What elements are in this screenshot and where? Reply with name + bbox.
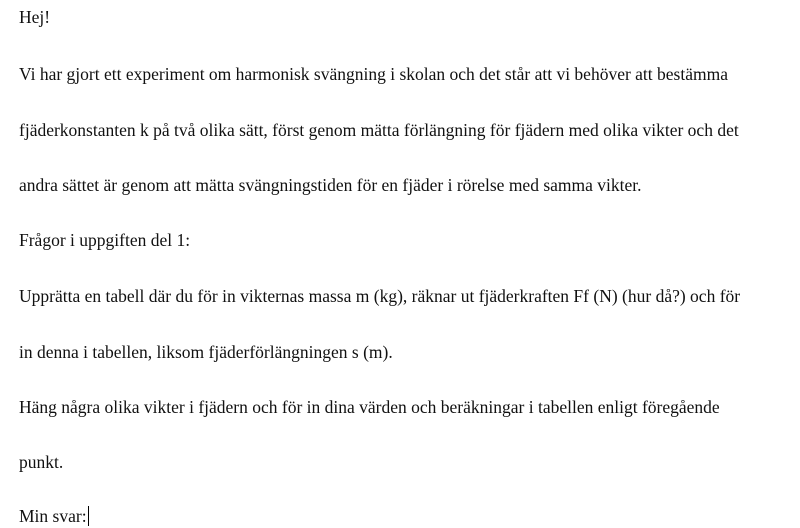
greeting-text: Hej! (19, 7, 51, 27)
paragraph-line: fjäderkonstanten k på två olika sätt, först genom mätta förlängning för fjädern med olika vikter och det (19, 120, 739, 140)
paragraph-line: andra sättet är genom att mätta svängningstiden för en fjäder i rörelse med samma vikter. (19, 175, 642, 195)
paragraph-line: Vi har gjort ett experiment om harmonisk svängning i skolan och det står att vi behöver att bestämma (19, 64, 728, 84)
paragraph-line: Häng några olika vikter i fjädern och för in dina värden och beräkningar i tabellen enligt föregående (19, 397, 720, 417)
text-cursor (88, 506, 90, 526)
answer-line[interactable] (19, 505, 89, 527)
question-heading: Frågor i uppgiften del 1: (19, 230, 191, 250)
paragraph-line: punkt. (19, 452, 64, 472)
answer-label: Min svar: (19, 506, 87, 526)
paragraph-line: in denna i tabellen, liksom fjäderförlängningen s (m). (19, 342, 393, 362)
paragraph-line: Upprätta en tabell där du för in vikternas massa m (kg), räknar ut fjäderkraften Ff (N) (hur då?) och för (19, 286, 741, 306)
